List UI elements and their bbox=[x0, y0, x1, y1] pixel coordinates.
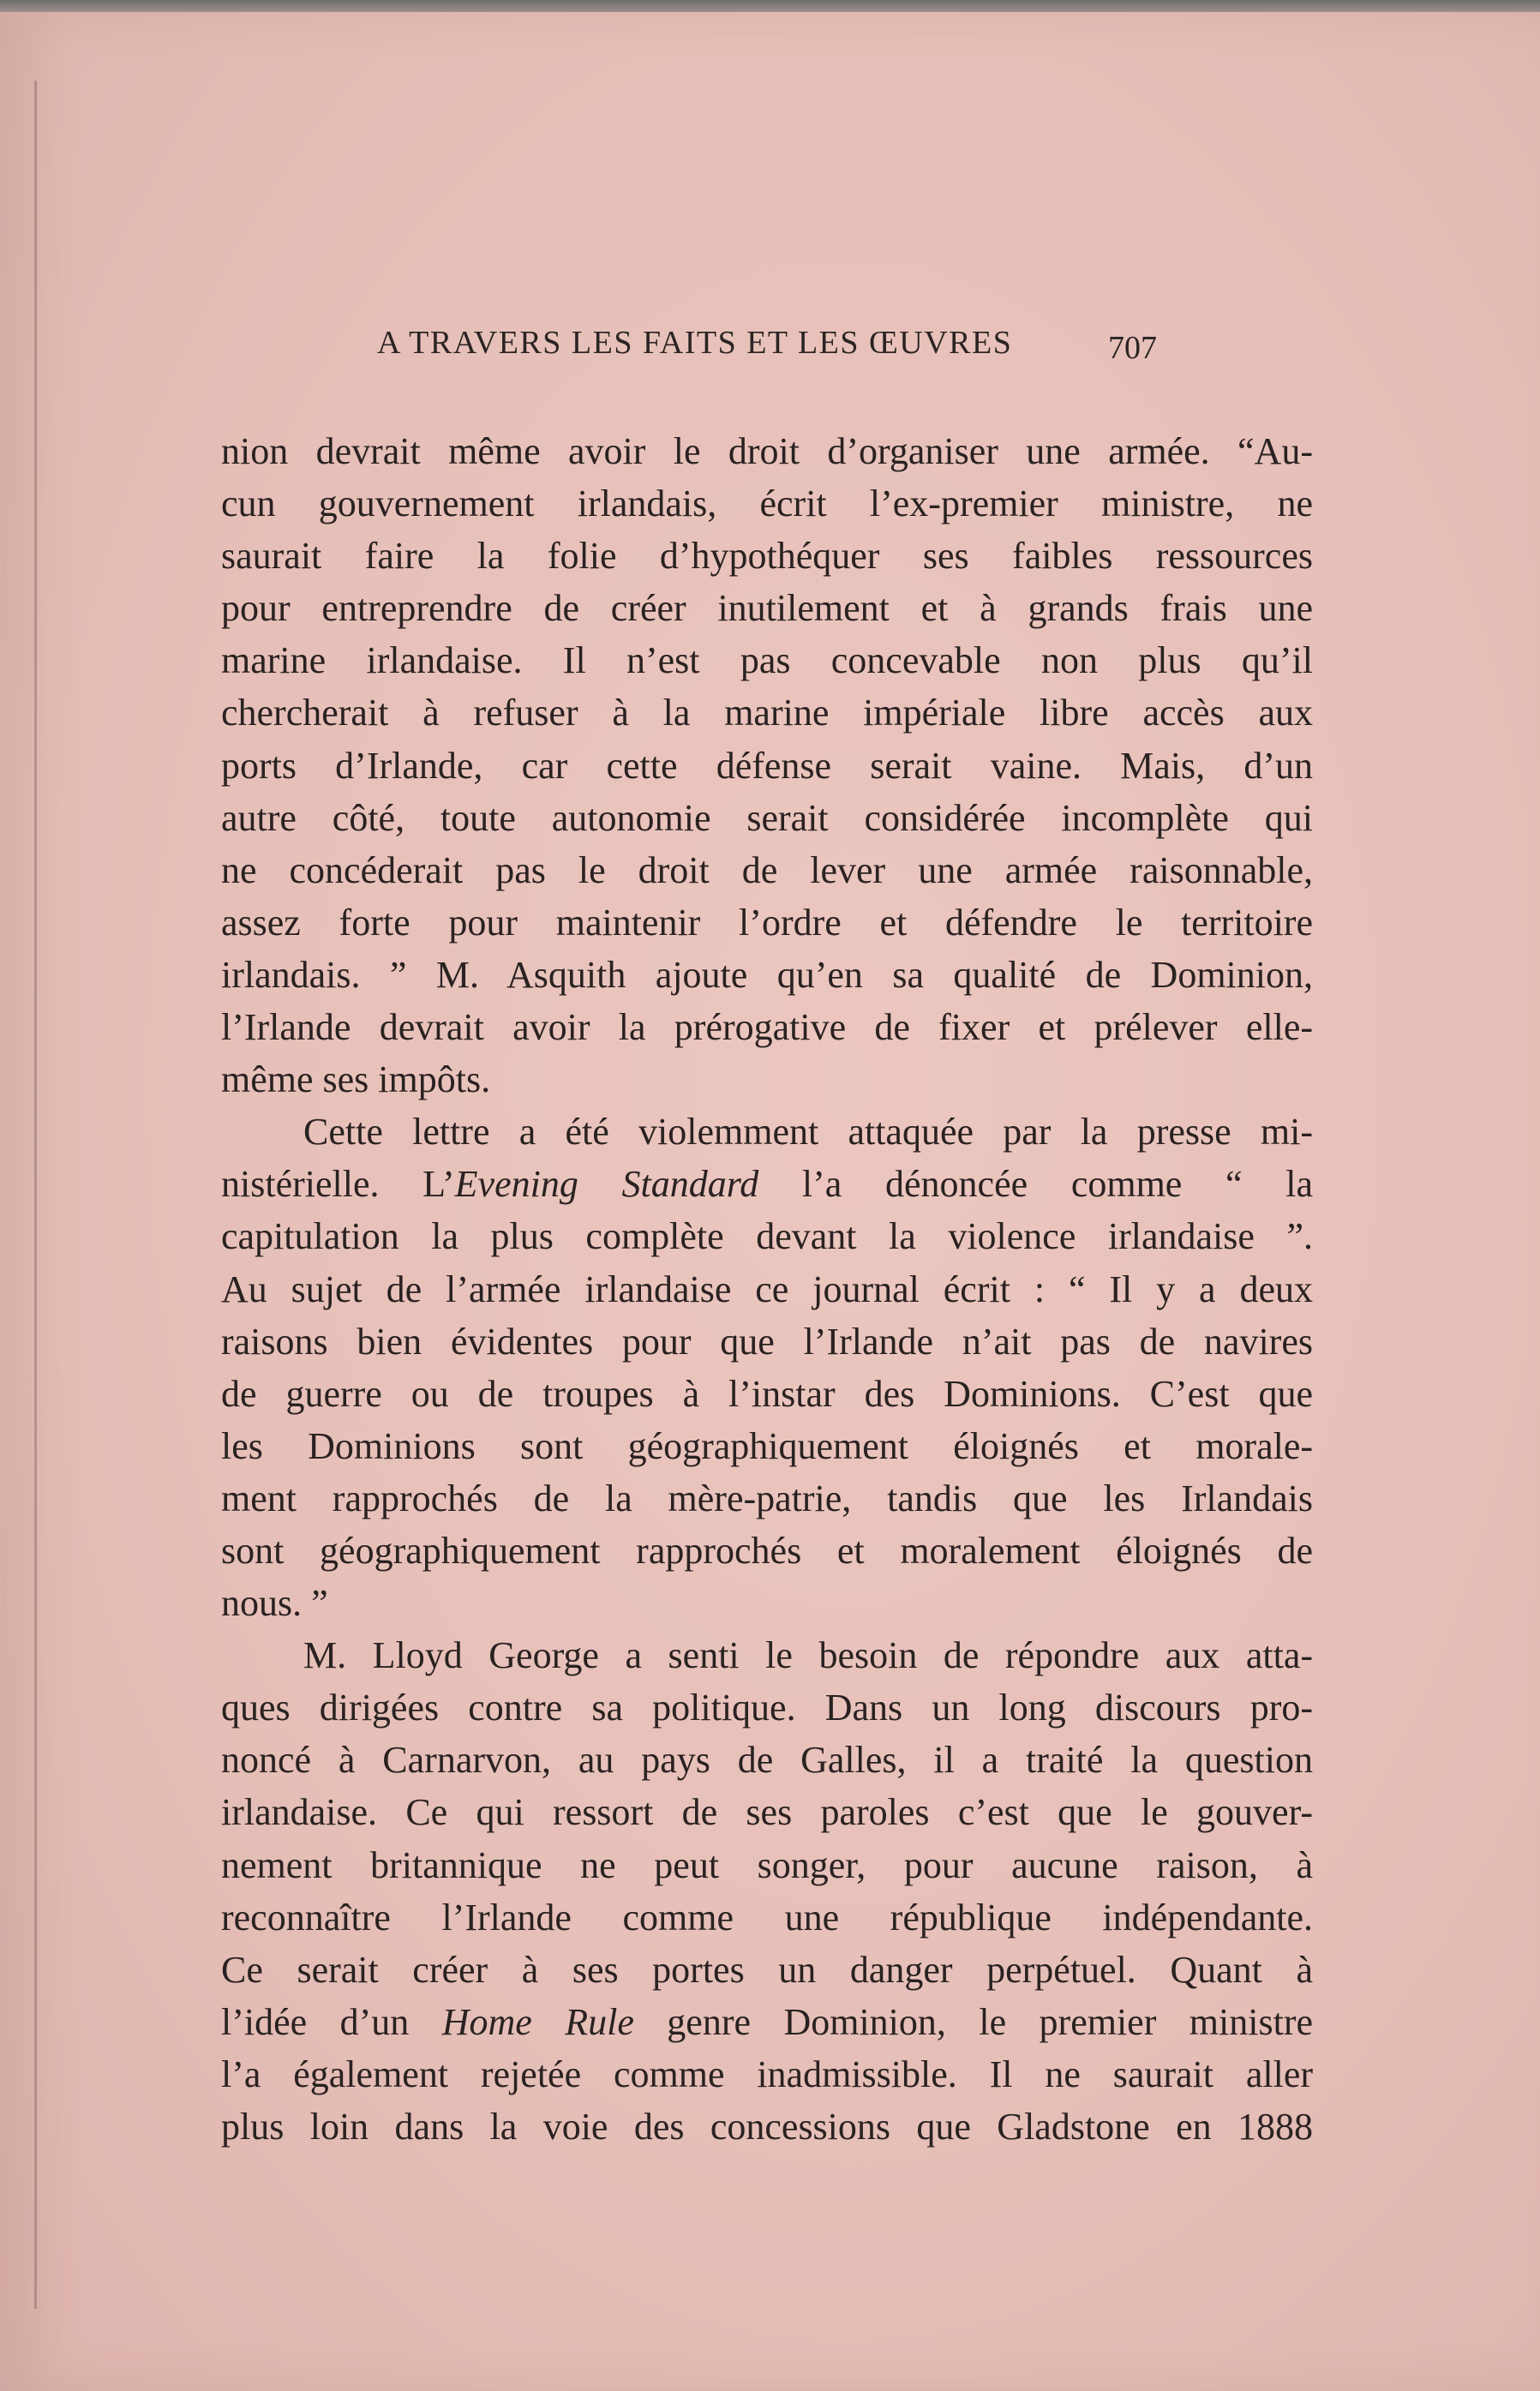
text-line: ment rapprochés de la mère-patrie, tandis que les Irlandais bbox=[221, 1477, 1313, 1519]
text-line: irlandais. ” M. Asquith ajoute qu’en sa qualité de Dominion, bbox=[221, 953, 1313, 996]
page-number: 707 bbox=[1108, 330, 1157, 366]
text-line: ports d’Irlande, car cette défense serait vaine. Mais, d’un bbox=[221, 744, 1313, 787]
text-line: ne concéderait pas le droit de lever une armée raisonnable, bbox=[221, 848, 1313, 891]
text-line: marine irlandaise. Il n’est pas concevable non plus qu’il bbox=[221, 639, 1313, 682]
text-line: cun gouvernement irlandais, écrit l’ex-premier ministre, ne bbox=[221, 482, 1313, 525]
text-run: l’a dénoncée comme “ la bbox=[758, 1163, 1313, 1206]
text-run: l’idée d’un bbox=[221, 2000, 442, 2043]
text-line: chercherait à refuser à la marine impériale libre accès aux bbox=[221, 692, 1313, 734]
text-line: capitulation la plus complète devant la violence irlandaise ”. bbox=[221, 1215, 1313, 1258]
scan-top-edge bbox=[0, 0, 1540, 12]
text-line: l’Irlande devrait avoir la prérogative de fixer et prélever elle- bbox=[221, 1006, 1313, 1049]
page-gutter-shadow bbox=[34, 81, 37, 2309]
text-line: Cette lettre a été violemment attaquée par la presse mi- bbox=[303, 1111, 1313, 1154]
text-line: l’a également rejetée comme inadmissible. Il ne saurait aller bbox=[221, 2052, 1313, 2095]
text-line: noncé à Carnarvon, au pays de Galles, il a traité la question bbox=[221, 1739, 1313, 1782]
text-line: même ses impôts. bbox=[221, 1058, 491, 1101]
text-run: nistérielle. L’ bbox=[221, 1163, 455, 1206]
body-text bbox=[221, 425, 1313, 2153]
text-line: assez forte pour maintenir l’ordre et défendre le territoire bbox=[221, 901, 1313, 944]
text-line: nion devrait même avoir le droit d’organiser une armée. “Au- bbox=[221, 430, 1313, 472]
text-line: Au sujet de l’armée irlandaise ce journal écrit : “ Il y a deux bbox=[221, 1267, 1313, 1310]
running-head bbox=[377, 324, 1157, 375]
text-line: nous. ” bbox=[221, 1582, 328, 1625]
italic-title: Home Rule bbox=[441, 2000, 634, 2043]
text-line: irlandaise. Ce qui ressort de ses paroles c’est que le gouver- bbox=[221, 1791, 1313, 1834]
text-line: de guerre ou de troupes à l’instar des Dominions. C’est que bbox=[221, 1372, 1313, 1415]
text-line: plus loin dans la voie des concessions que Gladstone en 1888 bbox=[221, 2106, 1313, 2148]
text-run: genre Dominion, le premier ministre bbox=[633, 2000, 1313, 2043]
text-line: nement britannique ne peut songer, pour aucune raison, à bbox=[221, 1843, 1313, 1886]
running-title: A TRAVERS LES FAITS ET LES ŒUVRES bbox=[377, 325, 1013, 361]
text-line: ques dirigées contre sa politique. Dans un long discours pro- bbox=[221, 1687, 1313, 1729]
text-line: pour entreprendre de créer inutilement et à grands frais une bbox=[221, 587, 1313, 630]
text-line: Ce serait créer à ses portes un danger perpétuel. Quant à bbox=[221, 1948, 1313, 1991]
text-line: raisons bien évidentes pour que l’Irlande n’ait pas de navires bbox=[221, 1320, 1313, 1363]
text-line: sont géographiquement rapprochés et moralement éloignés de bbox=[221, 1529, 1313, 1572]
text-line bbox=[221, 1158, 1313, 1210]
text-line: saurait faire la folie d’hypothéquer ses faibles ressources bbox=[221, 535, 1313, 578]
text-line bbox=[221, 1996, 1313, 2048]
text-line: les Dominions sont géographiquement éloignés et morale- bbox=[221, 1424, 1313, 1467]
text-line: autre côté, toute autonomie serait considérée incomplète qui bbox=[221, 796, 1313, 839]
text-line: reconnaître l’Irlande comme une république indépendante. bbox=[221, 1896, 1313, 1939]
italic-title: Evening Standard bbox=[454, 1163, 759, 1206]
text-line: M. Lloyd George a senti le besoin de répondre aux atta- bbox=[303, 1634, 1313, 1677]
